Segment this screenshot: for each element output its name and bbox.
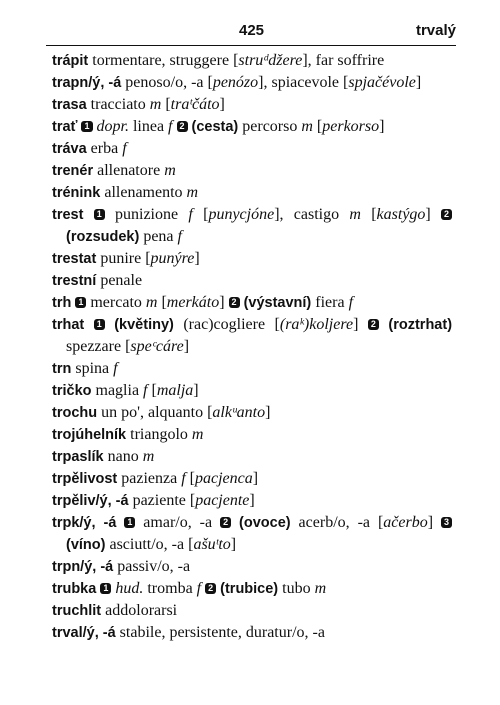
headword: tričko (52, 383, 92, 399)
italic-text: punycjóne (208, 206, 275, 223)
dictionary-entry (52, 138, 452, 160)
italic-text: f (188, 206, 193, 223)
dictionary-entry (52, 204, 452, 248)
italic-text: merkáto (166, 294, 220, 311)
headword: trenér (52, 163, 94, 179)
translation-text: erba (86, 140, 123, 157)
dictionary-entry (52, 622, 452, 644)
translation-text: ] (427, 514, 442, 531)
dictionary-entry (52, 116, 452, 138)
italic-text: struᵈdžere (238, 52, 303, 69)
headword: trochu (52, 405, 98, 421)
context-label: (květiny) (114, 317, 174, 333)
dictionary-entry (52, 600, 452, 622)
headword: trápit (52, 53, 89, 69)
translation-text: [ (360, 206, 377, 223)
translation-text: punizione (104, 206, 189, 223)
italic-text: penózo (212, 74, 259, 91)
translation-text: acerb/o, -a [ (290, 514, 384, 531)
sense-number-badge: 2 (441, 209, 452, 220)
translation-text: maglia (91, 382, 144, 399)
translation-text: asciutt/o, -a [ (105, 536, 194, 553)
italic-text: dopr. (96, 118, 129, 135)
italic-text: traᵗčáto (170, 96, 220, 113)
italic-text: ačerbo (383, 514, 428, 531)
headword: trpaslík (52, 449, 104, 465)
sense-number-badge: 1 (124, 517, 135, 528)
headword: tráva (52, 141, 87, 157)
italic-text: m (145, 294, 158, 311)
sense-number-badge: 2 (177, 121, 188, 132)
translation-text (83, 206, 93, 223)
context-label: (roztrhat) (388, 317, 453, 333)
page-header (46, 22, 456, 42)
translation-text: ] (252, 470, 259, 487)
translation-text: [ (161, 96, 171, 113)
translation-text: stabile, persistente, duratur/o, -a (115, 624, 325, 641)
context-label: (trubice) (220, 581, 279, 597)
italic-text: malja (156, 382, 194, 399)
italic-text: f (113, 360, 118, 377)
italic-text: f (348, 294, 354, 311)
headword: trasa (52, 97, 87, 113)
italic-text: kastýgo (376, 206, 426, 223)
translation-text: percorso (238, 118, 302, 135)
italic-text: perkorso (322, 118, 380, 135)
page-number: 425 (239, 22, 265, 39)
italic-text: f (181, 470, 186, 487)
translation-text: penoso/o, -a [ (121, 74, 213, 91)
context-label: (rozsudek) (66, 229, 140, 245)
sense-number-badge: 1 (81, 121, 92, 132)
translation-text: ] (193, 382, 199, 399)
italic-text: f (143, 382, 148, 399)
italic-text: pacjenca (195, 470, 253, 487)
translation-text: tubo (278, 580, 315, 597)
headword: trest (52, 207, 84, 223)
italic-text: speᶜcáre (130, 338, 184, 355)
translation-text: [ (185, 470, 195, 487)
translation-text: (rac)cogliere [ (173, 316, 280, 333)
context-label: (výstavní) (243, 295, 312, 311)
translation-text (173, 118, 177, 135)
dictionary-entries (52, 50, 452, 644)
italic-text: m (186, 184, 199, 201)
translation-text: punire [ (96, 250, 151, 267)
translation-text: ] (249, 492, 255, 509)
headword: trestní (52, 273, 97, 289)
italic-text: ašuᵗto (193, 536, 231, 553)
headword: trpěliv/ý, -á (52, 493, 129, 509)
translation-text: ] (353, 316, 368, 333)
sense-number-badge: 1 (100, 583, 111, 594)
sense-number-badge: 1 (94, 319, 105, 330)
italic-text: m (142, 448, 155, 465)
dictionary-entry (52, 248, 452, 270)
italic-text: hud. (115, 580, 144, 597)
dictionary-entry (52, 270, 452, 292)
italic-text: f (168, 118, 173, 135)
headword: trénink (52, 185, 101, 201)
sense-number-badge: 1 (75, 297, 86, 308)
translation-text: un po', alquanto [ (97, 404, 213, 421)
dictionary-entry (52, 160, 452, 182)
italic-text: f (196, 580, 202, 597)
translation-text: tormentare, struggere [ (88, 52, 239, 69)
dictionary-entry (52, 578, 452, 600)
italic-text: f (122, 140, 127, 157)
dictionary-entry (52, 292, 452, 314)
translation-text (105, 316, 114, 333)
italic-text: punýre (150, 250, 195, 267)
sense-number-badge: 3 (441, 517, 452, 528)
dictionary-entry (52, 182, 452, 204)
translation-text: ] (183, 338, 190, 355)
headword: trn (52, 361, 72, 377)
italic-text: alkᵘanto (212, 404, 266, 421)
headword: truchlit (52, 603, 102, 619)
sense-number-badge: 2 (220, 517, 231, 528)
italic-text: m (314, 580, 327, 597)
dictionary-entry (52, 512, 452, 556)
italic-text: m (164, 162, 176, 179)
sense-number-badge: 2 (229, 297, 240, 308)
translation-text: nano (103, 448, 143, 465)
dictionary-entry (52, 50, 452, 72)
italic-text: m (191, 426, 204, 443)
translation-text (116, 514, 124, 531)
page (46, 22, 456, 42)
translation-text: ], spiacevole [ (258, 74, 349, 91)
headword: trapn/ý, -á (52, 75, 122, 91)
translation-text: [ (192, 206, 209, 223)
italic-text: m (149, 96, 162, 113)
headword: trpn/ý, -á (52, 559, 114, 575)
translation-text: spina (71, 360, 114, 377)
headword: trestat (52, 251, 97, 267)
translation-text: ] (379, 118, 385, 135)
translation-text: amar/o, -a (135, 514, 221, 531)
translation-text: tracciato (86, 96, 150, 113)
dictionary-entry (52, 380, 452, 402)
context-label: (cesta) (191, 119, 239, 135)
translation-text: ] (415, 74, 422, 91)
headword: trval/ý, -á (52, 625, 116, 641)
italic-text: spjačévole (348, 74, 416, 91)
translation-text: ] (219, 294, 229, 311)
context-label: (víno) (66, 537, 106, 553)
dictionary-entry (52, 490, 452, 512)
italic-text: pacjente (195, 492, 250, 509)
sense-number-badge: 1 (94, 209, 105, 220)
translation-text: mercato (86, 294, 146, 311)
translation-text: [ (157, 294, 167, 311)
headword: trh (52, 295, 72, 311)
translation-text: ] (219, 96, 225, 113)
italic-text: m (349, 206, 361, 223)
dictionary-entry (52, 358, 452, 380)
translation-text: [ (147, 382, 157, 399)
dictionary-entry (52, 72, 452, 94)
translation-text: ] (265, 404, 271, 421)
dictionary-entry (52, 424, 452, 446)
translation-text: pazienza (117, 470, 182, 487)
translation-text: allenamento (100, 184, 187, 201)
italic-text: f (177, 228, 182, 245)
translation-text: ], far soffrire (302, 52, 385, 69)
translation-text: spezzare [ (66, 338, 131, 355)
italic-text: m (301, 118, 313, 135)
header-rule (46, 45, 456, 46)
translation-text: triangolo (126, 426, 192, 443)
translation-text: ] (425, 206, 442, 223)
dictionary-entry (52, 468, 452, 490)
translation-text: penale (96, 272, 143, 289)
translation-text: fiera (311, 294, 349, 311)
headword: trojúhelník (52, 427, 127, 443)
running-head-word: trvalý (415, 22, 456, 39)
dictionary-entry (52, 446, 452, 468)
translation-text: addolorarsi (101, 602, 178, 619)
dictionary-entry (52, 314, 452, 358)
translation-text: ] (230, 536, 237, 553)
translation-text: tromba (143, 580, 197, 597)
headword: trpk/ý, -á (52, 515, 117, 531)
translation-text: ] (194, 250, 200, 267)
translation-text (231, 514, 239, 531)
dictionary-entry (52, 556, 452, 578)
headword: trpělivost (52, 471, 118, 487)
translation-text: pena (139, 228, 178, 245)
headword: trať (52, 119, 78, 135)
translation-text (84, 316, 93, 333)
italic-text: (raᵏ)koljere (279, 316, 354, 333)
translation-text: ], castigo (274, 206, 350, 223)
translation-text: paziente [ (128, 492, 196, 509)
translation-text: allenatore (93, 162, 165, 179)
sense-number-badge: 2 (205, 583, 216, 594)
sense-number-badge: 2 (368, 319, 379, 330)
context-label: (ovoce) (239, 515, 291, 531)
translation-text (379, 316, 388, 333)
translation-text: passiv/o, -a (113, 558, 191, 575)
translation-text: linea (128, 118, 169, 135)
dictionary-entry (52, 402, 452, 424)
headword: trubka (52, 581, 97, 597)
dictionary-entry (52, 94, 452, 116)
headword: trhat (52, 317, 85, 333)
translation-text: [ (312, 118, 323, 135)
